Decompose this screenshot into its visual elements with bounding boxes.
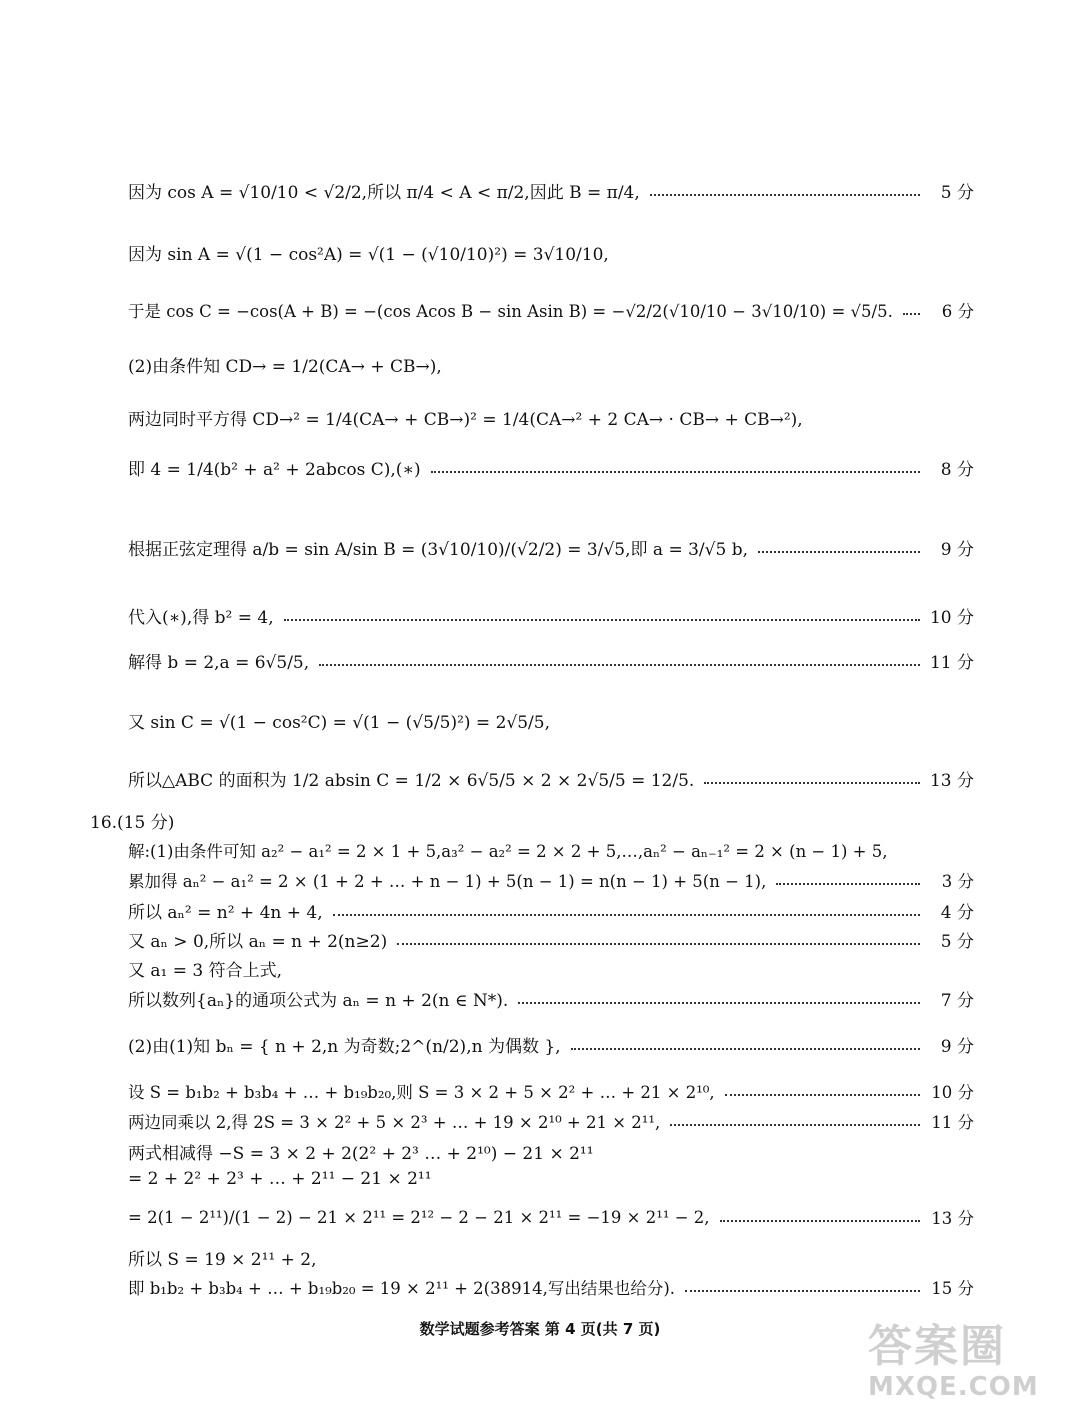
score-label: 4 分 xyxy=(940,903,974,923)
solution-line xyxy=(128,1169,974,1189)
line-text: 两式相减得 −S = 3 × 2 + 2(2² + 2³ … + 2¹⁰) − 21 × 2¹¹ xyxy=(128,1144,594,1164)
leader-dots xyxy=(518,1002,920,1004)
score-label: 7 分 xyxy=(940,991,974,1011)
score-label: 15 分 xyxy=(931,1279,974,1298)
score-label: 3 分 xyxy=(941,872,974,891)
leader-dots xyxy=(650,194,920,196)
solution-line xyxy=(128,898,974,923)
leader-dots xyxy=(720,1220,920,1222)
solution-line xyxy=(128,405,974,430)
line-text: (2)由(1)知 bₙ = { n + 2,n 为奇数;2^(n/2),n 为偶数 }, xyxy=(128,1037,561,1057)
score-label: 13 分 xyxy=(929,771,974,791)
solution-line xyxy=(128,535,974,560)
score-label: 5 分 xyxy=(940,932,974,952)
score-label: 10 分 xyxy=(931,1083,974,1102)
watermark-logo-text: 答案圈 xyxy=(868,1321,1006,1372)
line-text: 两边同时平方得 CD→² = 1/4(CA→ + CB→)² = 1/4(CA→² + 2 CA→ · CB→ + CB→²), xyxy=(128,410,803,430)
line-text: = 2(1 − 2¹¹)/(1 − 2) − 21 × 2¹¹ = 2¹² − 2 − 21 × 2¹¹ = −19 × 2¹¹ − 2, xyxy=(128,1207,710,1227)
solution-line xyxy=(128,298,974,322)
solution-line xyxy=(128,178,974,203)
line-text: 两边同乘以 2,得 2S = 3 × 2² + 5 × 2³ + … + 19 × 2¹⁰ + 21 × 2¹¹, xyxy=(128,1113,661,1132)
leader-dots xyxy=(284,619,920,621)
solution-line xyxy=(128,708,974,733)
solution-line xyxy=(128,648,974,673)
score-label: 8 分 xyxy=(940,460,974,480)
solution-line xyxy=(128,927,974,952)
line-text: 又 sin C = √(1 − cos²C) = √(1 − (√5/5)²) = 2√5/5, xyxy=(128,713,550,733)
solution-line xyxy=(128,352,974,377)
solution-line xyxy=(128,1139,974,1164)
leader-dots xyxy=(776,883,920,885)
solution-line xyxy=(128,1205,974,1229)
line-text: 所以 aₙ² = n² + 4n + 4, xyxy=(128,903,323,923)
line-text: 于是 cos C = −cos(A + B) = −(cos Acos B − sin Asin B) = −√2/2(√10/10 − 3√10/10) = √5/5. xyxy=(128,302,893,321)
solution-line xyxy=(128,766,974,791)
line-text: (2)由条件知 CD→ = 1/2(CA→ + CB→), xyxy=(128,357,442,377)
score-label: 9 分 xyxy=(940,1037,974,1057)
line-text: 16.(15 分) xyxy=(90,813,175,833)
solution-line xyxy=(128,240,974,265)
line-text: 又 aₙ > 0,所以 aₙ = n + 2(n≥2) xyxy=(128,932,388,952)
watermark xyxy=(868,1322,1078,1407)
score-label: 9 分 xyxy=(940,540,974,560)
leader-dots xyxy=(431,471,920,473)
solution-line xyxy=(128,838,974,862)
page-footer: 数学试题参考答案 第 4 页(共 7 页) xyxy=(419,1320,661,1338)
line-text: 代入(∗),得 b² = 4, xyxy=(128,608,274,628)
line-text: 解:(1)由条件可知 a₂² − a₁² = 2 × 1 + 5,a₃² − a₂² = 2 × 2 + 5,…,aₙ² − aₙ₋₁² = 2 × (n − 1) + 5, xyxy=(128,842,888,861)
line-text: 设 S = b₁b₂ + b₃b₄ + … + b₁₉b₂₀,则 S = 3 × 2 + 5 × 2² + … + 21 × 2¹⁰, xyxy=(128,1083,715,1102)
leader-dots xyxy=(758,551,920,553)
score-label: 10 分 xyxy=(929,608,974,628)
line-text: 根据正弦定理得 a/b = sin A/sin B = (3√10/10)/(√2/2) = 3/√5,即 a = 3/√5 b, xyxy=(128,540,748,560)
leader-dots xyxy=(685,1290,920,1292)
leader-dots xyxy=(725,1094,920,1096)
line-text: 累加得 aₙ² − a₁² = 2 × (1 + 2 + … + n − 1) + 5(n − 1) = n(n − 1) + 5(n − 1), xyxy=(128,872,767,891)
line-text: 所以△ABC 的面积为 1/2 absin C = 1/2 × 6√5/5 × 2 × 2√5/5 = 12/5. xyxy=(128,771,695,791)
line-text: 因为 cos A = √10/10 < √2/2,所以 π/4 < A < π/2,因此 B = π/4, xyxy=(128,183,640,203)
line-text: 又 a₁ = 3 符合上式, xyxy=(128,961,283,981)
solution-line xyxy=(128,1109,974,1133)
solution-line xyxy=(128,455,974,480)
line-text: 因为 sin A = √(1 − cos²A) = √(1 − (√10/10)²) = 3√10/10, xyxy=(128,245,609,265)
line-text: 解得 b = 2,a = 6√5/5, xyxy=(128,653,310,673)
score-label: 13 分 xyxy=(931,1209,974,1228)
line-text: = 2 + 2² + 2³ + … + 2¹¹ − 21 × 2¹¹ xyxy=(128,1169,432,1189)
solution-line xyxy=(128,1079,974,1103)
line-text: 所以数列{aₙ}的通项公式为 aₙ = n + 2(n ∈ N*). xyxy=(128,991,509,1011)
solution-line xyxy=(128,1032,974,1057)
watermark-url-text: MXQE.COM xyxy=(868,1372,1039,1402)
line-text: 即 b₁b₂ + b₃b₄ + … + b₁₉b₂₀ = 19 × 2¹¹ + 2(38914,写出结果也给分). xyxy=(128,1279,675,1298)
solution-line xyxy=(128,868,974,892)
line-text: 所以 S = 19 × 2¹¹ + 2, xyxy=(128,1250,317,1270)
solution-line xyxy=(128,603,974,628)
solution-line xyxy=(128,1245,974,1270)
solution-line xyxy=(128,956,974,981)
leader-dots xyxy=(704,782,920,784)
score-label: 11 分 xyxy=(931,1113,974,1132)
leader-dots xyxy=(903,313,920,315)
score-label: 6 分 xyxy=(941,302,974,321)
solution-line xyxy=(128,1275,974,1299)
leader-dots xyxy=(571,1048,920,1050)
leader-dots xyxy=(397,943,920,945)
leader-dots xyxy=(670,1124,920,1126)
score-label: 11 分 xyxy=(929,653,974,673)
score-label: 5 分 xyxy=(940,183,974,203)
solution-line xyxy=(128,986,974,1011)
question-16-heading xyxy=(90,808,974,833)
leader-dots xyxy=(319,664,920,666)
line-text: 即 4 = 1/4(b² + a² + 2abcos C),(∗) xyxy=(128,460,421,480)
leader-dots xyxy=(333,914,920,916)
